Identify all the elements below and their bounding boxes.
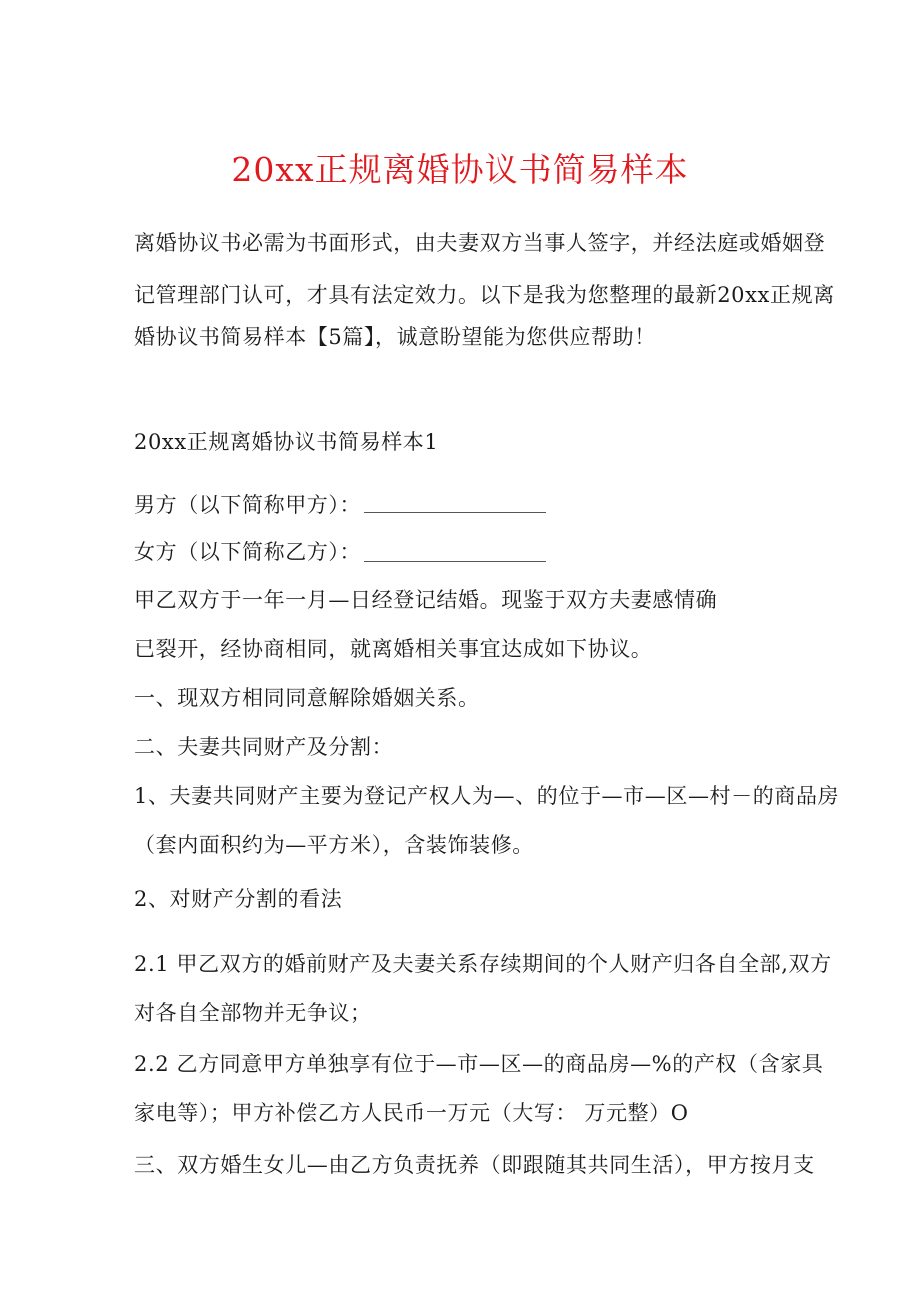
intro-line-2: 记管理部门认可，才具有法定效力。以下是我为您整理的最新20xx正规离 bbox=[134, 283, 835, 307]
section-title: 20xx正规离婚协议书简易样本1 bbox=[134, 430, 439, 454]
document-title: 20xx正规离婚协议书简易样本 bbox=[231, 150, 689, 189]
clause-2-item-2: 2、对财产分割的看法 bbox=[134, 887, 343, 911]
clause-2-1-line-1: 2.1 甲乙双方的婚前财产及夫妻关系存续期间的个人财产归各自全部,双方 bbox=[134, 952, 832, 976]
body-line-2: 已裂开，经协商相同，就离婚相关事宜达成如下协议。 bbox=[134, 637, 653, 661]
clause-2-1-line-2: 对各自全部物并无争议； bbox=[134, 1001, 372, 1025]
party-female-label: 女方（以下简称乙方）： bbox=[134, 540, 362, 564]
clause-2-2-line-1: 2.2 乙方同意甲方单独享有位于—市—区—的商品房—%的产权（含家具 bbox=[134, 1052, 824, 1076]
body-line-1: 甲乙双方于一年一月—日经登记结婚。现鉴于双方夫妻感情确 bbox=[134, 588, 718, 612]
clause-1: 一、现双方相同同意解除婚姻关系。 bbox=[134, 686, 480, 710]
intro-line-3: 婚协议书简易样本【5篇】，诚意盼望能为您供应帮助！ bbox=[134, 325, 656, 349]
clause-2-item-1-line-2: （套内面积约为—平方米），含装饰装修。 bbox=[134, 833, 534, 857]
clause-3-line-1: 三、双方婚生女儿—由乙方负责抚养（即跟随其共同生活），甲方按月支 bbox=[134, 1153, 815, 1177]
clause-2: 二、夫妻共同财产及分割： bbox=[134, 735, 394, 759]
party-female-blank bbox=[364, 561, 546, 562]
intro-line-1: 离婚协议书必需为书面形式，由夫妻双方当事人签字，并经法庭或婚姻登 bbox=[134, 231, 826, 255]
party-male-blank bbox=[364, 512, 546, 513]
clause-2-2-line-2: 家电等）；甲方补偿乙方人民币一万元（大写： 万元整）O bbox=[134, 1101, 689, 1125]
clause-2-item-1-line-1: 1、夫妻共同财产主要为登记产权人为—、的位于—市—区—村－的商品房 bbox=[134, 784, 840, 808]
party-male-label: 男方（以下简称甲方）： bbox=[134, 493, 362, 517]
